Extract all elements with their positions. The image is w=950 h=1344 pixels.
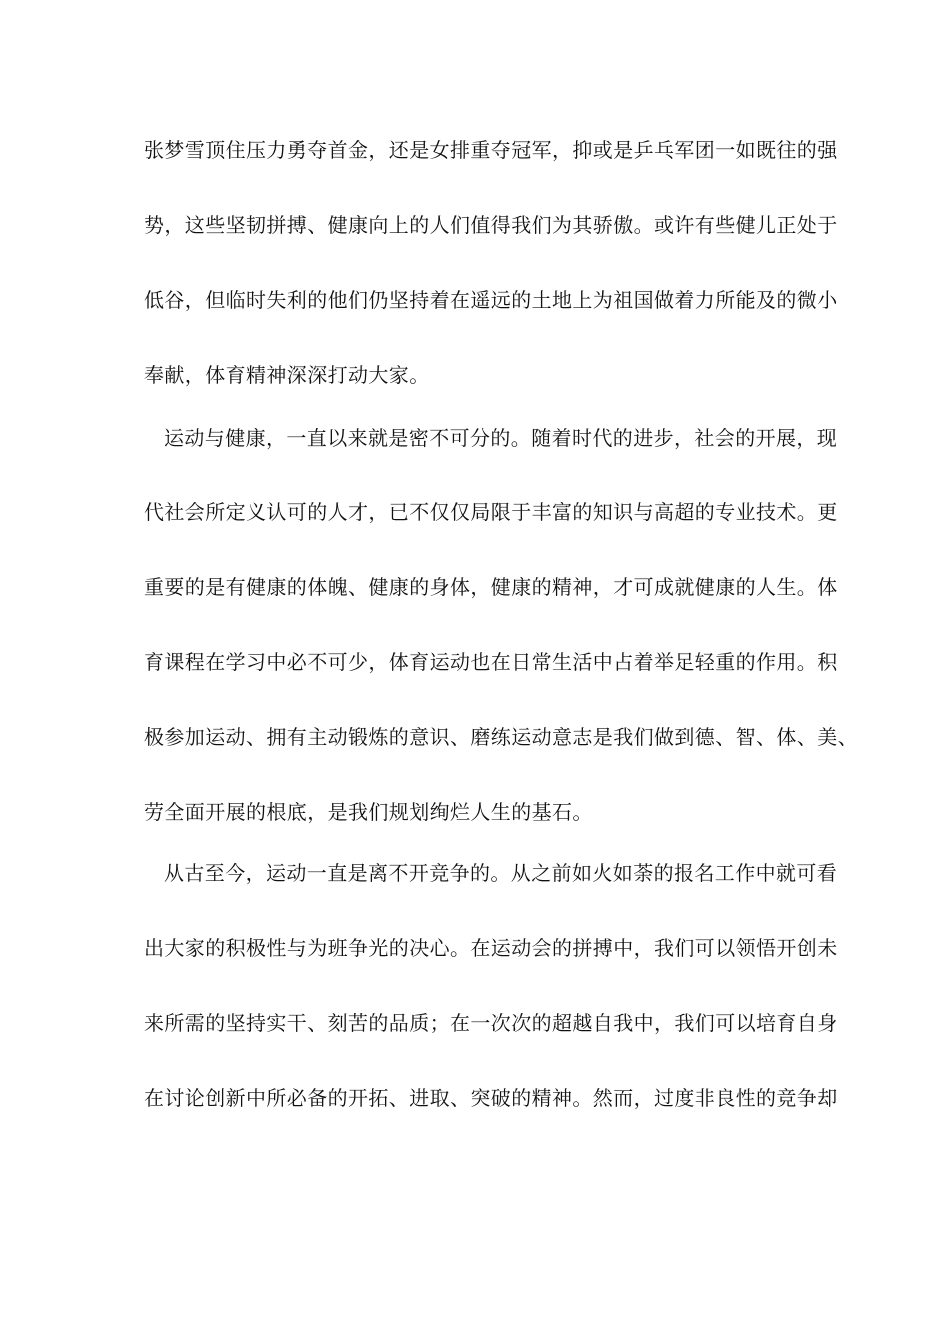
text-line: 重要的是有健康的体魄、健康的身体，健康的精神，才可成就健康的人生。体 bbox=[144, 575, 838, 599]
text-line: 低谷，但临时失利的他们仍坚持着在遥远的土地上为祖国做着力所能及的微小 bbox=[144, 288, 838, 312]
text-line: 代社会所定义认可的人才，已不仅仅局限于丰富的知识与高超的专业技术。更 bbox=[144, 500, 838, 524]
text-line: 极参加运动、拥有主动锻炼的意识、磨练运动意志是我们做到德、智、体、美、 bbox=[144, 725, 858, 749]
text-line: 张梦雪顶住压力勇夺首金，还是女排重夺冠军，抑或是乒乓军团一如既往的强 bbox=[144, 138, 838, 162]
text-line: 劳全面开展的根底，是我们规划绚烂人生的基石。 bbox=[144, 800, 593, 824]
text-line: 势，这些坚韧拼搏、健康向上的人们值得我们为其骄傲。或许有些健儿正处于 bbox=[144, 213, 838, 237]
text-line: 出大家的积极性与为班争光的决心。在运动会的拼搏中，我们可以领悟开创未 bbox=[144, 936, 838, 960]
text-line: 育课程在学习中必不可少，体育运动也在日常生活中占着举足轻重的作用。积 bbox=[144, 650, 838, 674]
paragraph-first-line: 从古至今，运动一直是离不开竞争的。从之前如火如荼的报名工作中就可看 bbox=[164, 861, 838, 885]
text-line: 在讨论创新中所必备的开拓、进取、突破的精神。然而，过度非良性的竞争却 bbox=[144, 1086, 838, 1110]
text-line: 奉献，体育精神深深打动大家。 bbox=[144, 363, 430, 387]
text-line: 来所需的坚持实干、刻苦的品质；在一次次的超越自我中，我们可以培育自身 bbox=[144, 1011, 838, 1035]
paragraph-first-line: 运动与健康，一直以来就是密不可分的。随着时代的进步，社会的开展，现 bbox=[164, 426, 838, 450]
